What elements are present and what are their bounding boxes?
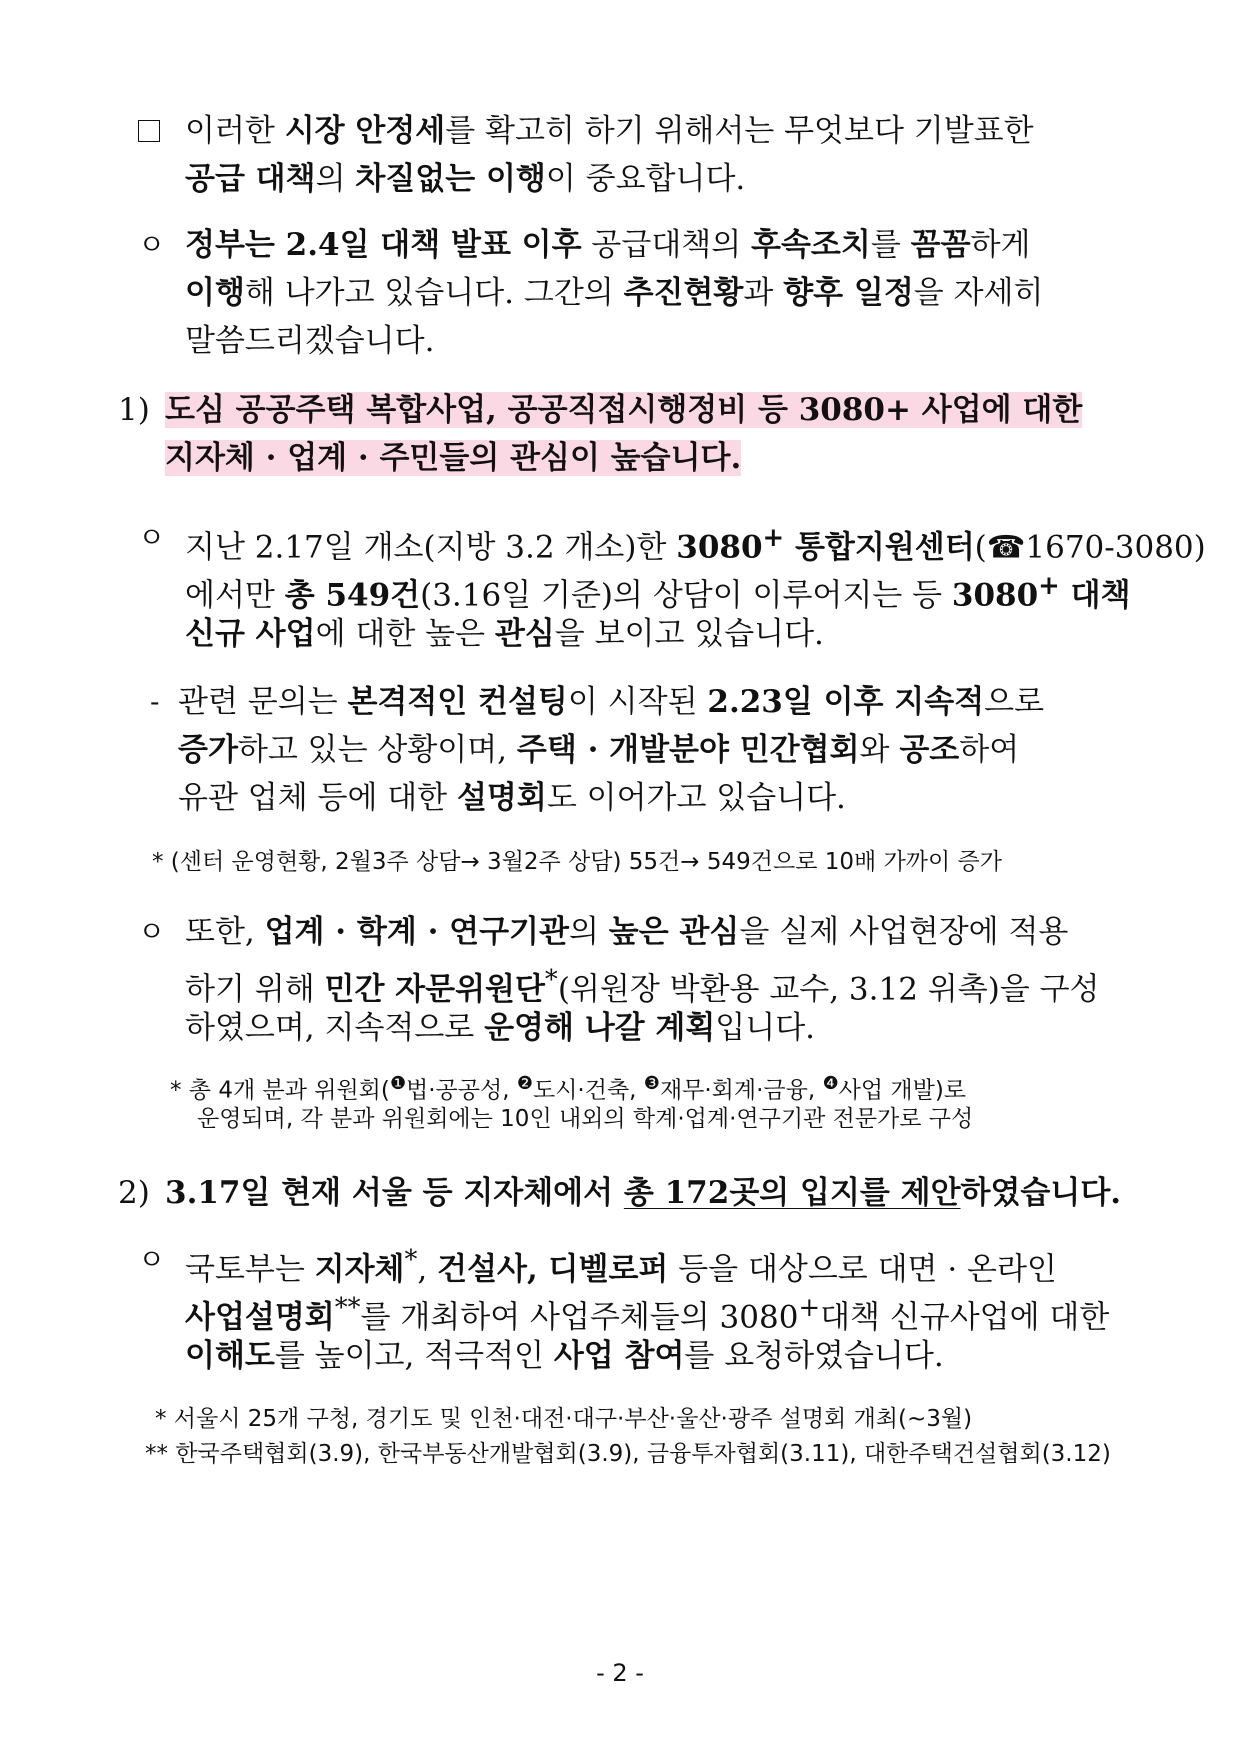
ministry-line-1: 국토부는 지자체*, 건설사, 디벨로퍼 등을 대상으로 대면 · 온라인	[185, 1245, 1057, 1288]
footnote-advisory-1: * 총 4개 분과 위원회($^❶$법·공공성, $^❷$도시·건축, $^❸$재무·회계·금융, $^❹$사업 개발)로	[170, 1073, 967, 1104]
footnote-seoul: * 서울시 25개 구청, 경기도 및 인천·대전·대구·부산·울산·광주 설명회 개최(~3월)	[155, 1406, 973, 1432]
ministry-line-3: 이해도를 높이고, 적극적인 사업 참여를 요청하였습니다.	[185, 1338, 944, 1374]
dash-marker: -	[150, 685, 160, 718]
bullet-marker: ㅇ	[138, 521, 166, 554]
bullet-marker: ㅇ	[138, 915, 166, 948]
footnote-associations: ** 한국주택협회(3.9), 한국부동산개발협회(3.9), 금융투자협회(3.11), 대한주택건설협회(3.12)	[145, 1441, 1111, 1467]
bullet-marker: ㅇ	[138, 1243, 166, 1276]
advisory-line-2: 하기 위해 민간 자문위원단*(위원장 박환용 교수, 3.12 위촉)을 구성	[185, 965, 1100, 1008]
center-line-3: 신규 사업에 대한 높은 관심을 보이고 있습니다.	[185, 616, 824, 652]
advisory-line-1: 또한, 업계 · 학계 · 연구기관의 높은 관심을 실제 사업현장에 적용	[185, 914, 1069, 950]
gov-line-3: 말씀드리겠습니다.	[185, 323, 435, 359]
heading1-line-1: 도심 공공주택 복합사업, 공공직접시행정비 등 3080+ 사업에 대한	[165, 392, 1083, 428]
heading1-line-2: 지자체 · 업계 · 주민들의 관심이 높습니다.	[165, 440, 742, 476]
circled-4-icon: ❹	[822, 1073, 839, 1094]
circled-2-icon: ❷	[516, 1073, 533, 1094]
inquiry-line-2: 증가하고 있는 상황이며, 주택 · 개발분야 민간협회와 공조하여	[178, 732, 1020, 768]
checkbox-square-icon	[138, 120, 160, 142]
center-line-2: 에서만 총 549건(3.16일 기준)의 상담이 이루어지는 등 3080+ 대책	[185, 571, 1131, 614]
bullet-marker: ㅇ	[138, 228, 166, 261]
heading2-line-1: 3.17일 현재 서울 등 지자체에서 총 172곳의 입지를 제안하였습니다.	[165, 1175, 1122, 1211]
gov-line-2: 이행해 나가고 있습니다. 그간의 추진현황과 향후 일정을 자세히	[185, 275, 1044, 311]
inquiry-line-1: 관련 문의는 본격적인 컨설팅이 시작된 2.23일 이후 지속적으로	[178, 684, 1045, 720]
page-number: - 2 -	[596, 1659, 644, 1687]
footnote-advisory-2: 운영되며, 각 분과 위원회에는 10인 내외의 학계·업계·연구기관 전문가로 구성	[197, 1106, 974, 1132]
heading2-number: 2)	[118, 1175, 150, 1211]
gov-line-1: 정부는 2.4일 대책 발표 이후 공급대책의 후속조치를 꼼꼼하게	[185, 227, 1031, 263]
center-line-1: 지난 2.17일 개소(지방 3.2 개소)한 3080+ 통합지원센터(☎1670-3080)	[185, 523, 1206, 566]
circled-1-icon: ❶	[389, 1073, 407, 1094]
advisory-line-3: 하였으며, 지속적으로 운영해 나갈 계획입니다.	[185, 1010, 815, 1046]
intro-line-1: 이러한 시장 안정세를 확고히 하기 위해서는 무엇보다 기발표한	[185, 113, 1034, 149]
footnote-center-status: * (센터 운영현황, 2월3주 상담→ 3월2주 상담) 55건→ 549건으로 10배 가까이 증가	[152, 849, 1002, 875]
phone-icon: ☎	[986, 529, 1026, 566]
inquiry-line-3: 유관 업체 등에 대한 설명회도 이어가고 있습니다.	[178, 780, 846, 816]
circled-3-icon: ❸	[643, 1073, 660, 1094]
intro-line-2: 공급 대책의 차질없는 이행이 중요합니다.	[185, 161, 746, 197]
heading1-number: 1)	[118, 392, 150, 428]
ministry-line-2: 사업설명회**를 개최하여 사업주체들의 3080+대책 신규사업에 대한	[185, 1293, 1110, 1336]
